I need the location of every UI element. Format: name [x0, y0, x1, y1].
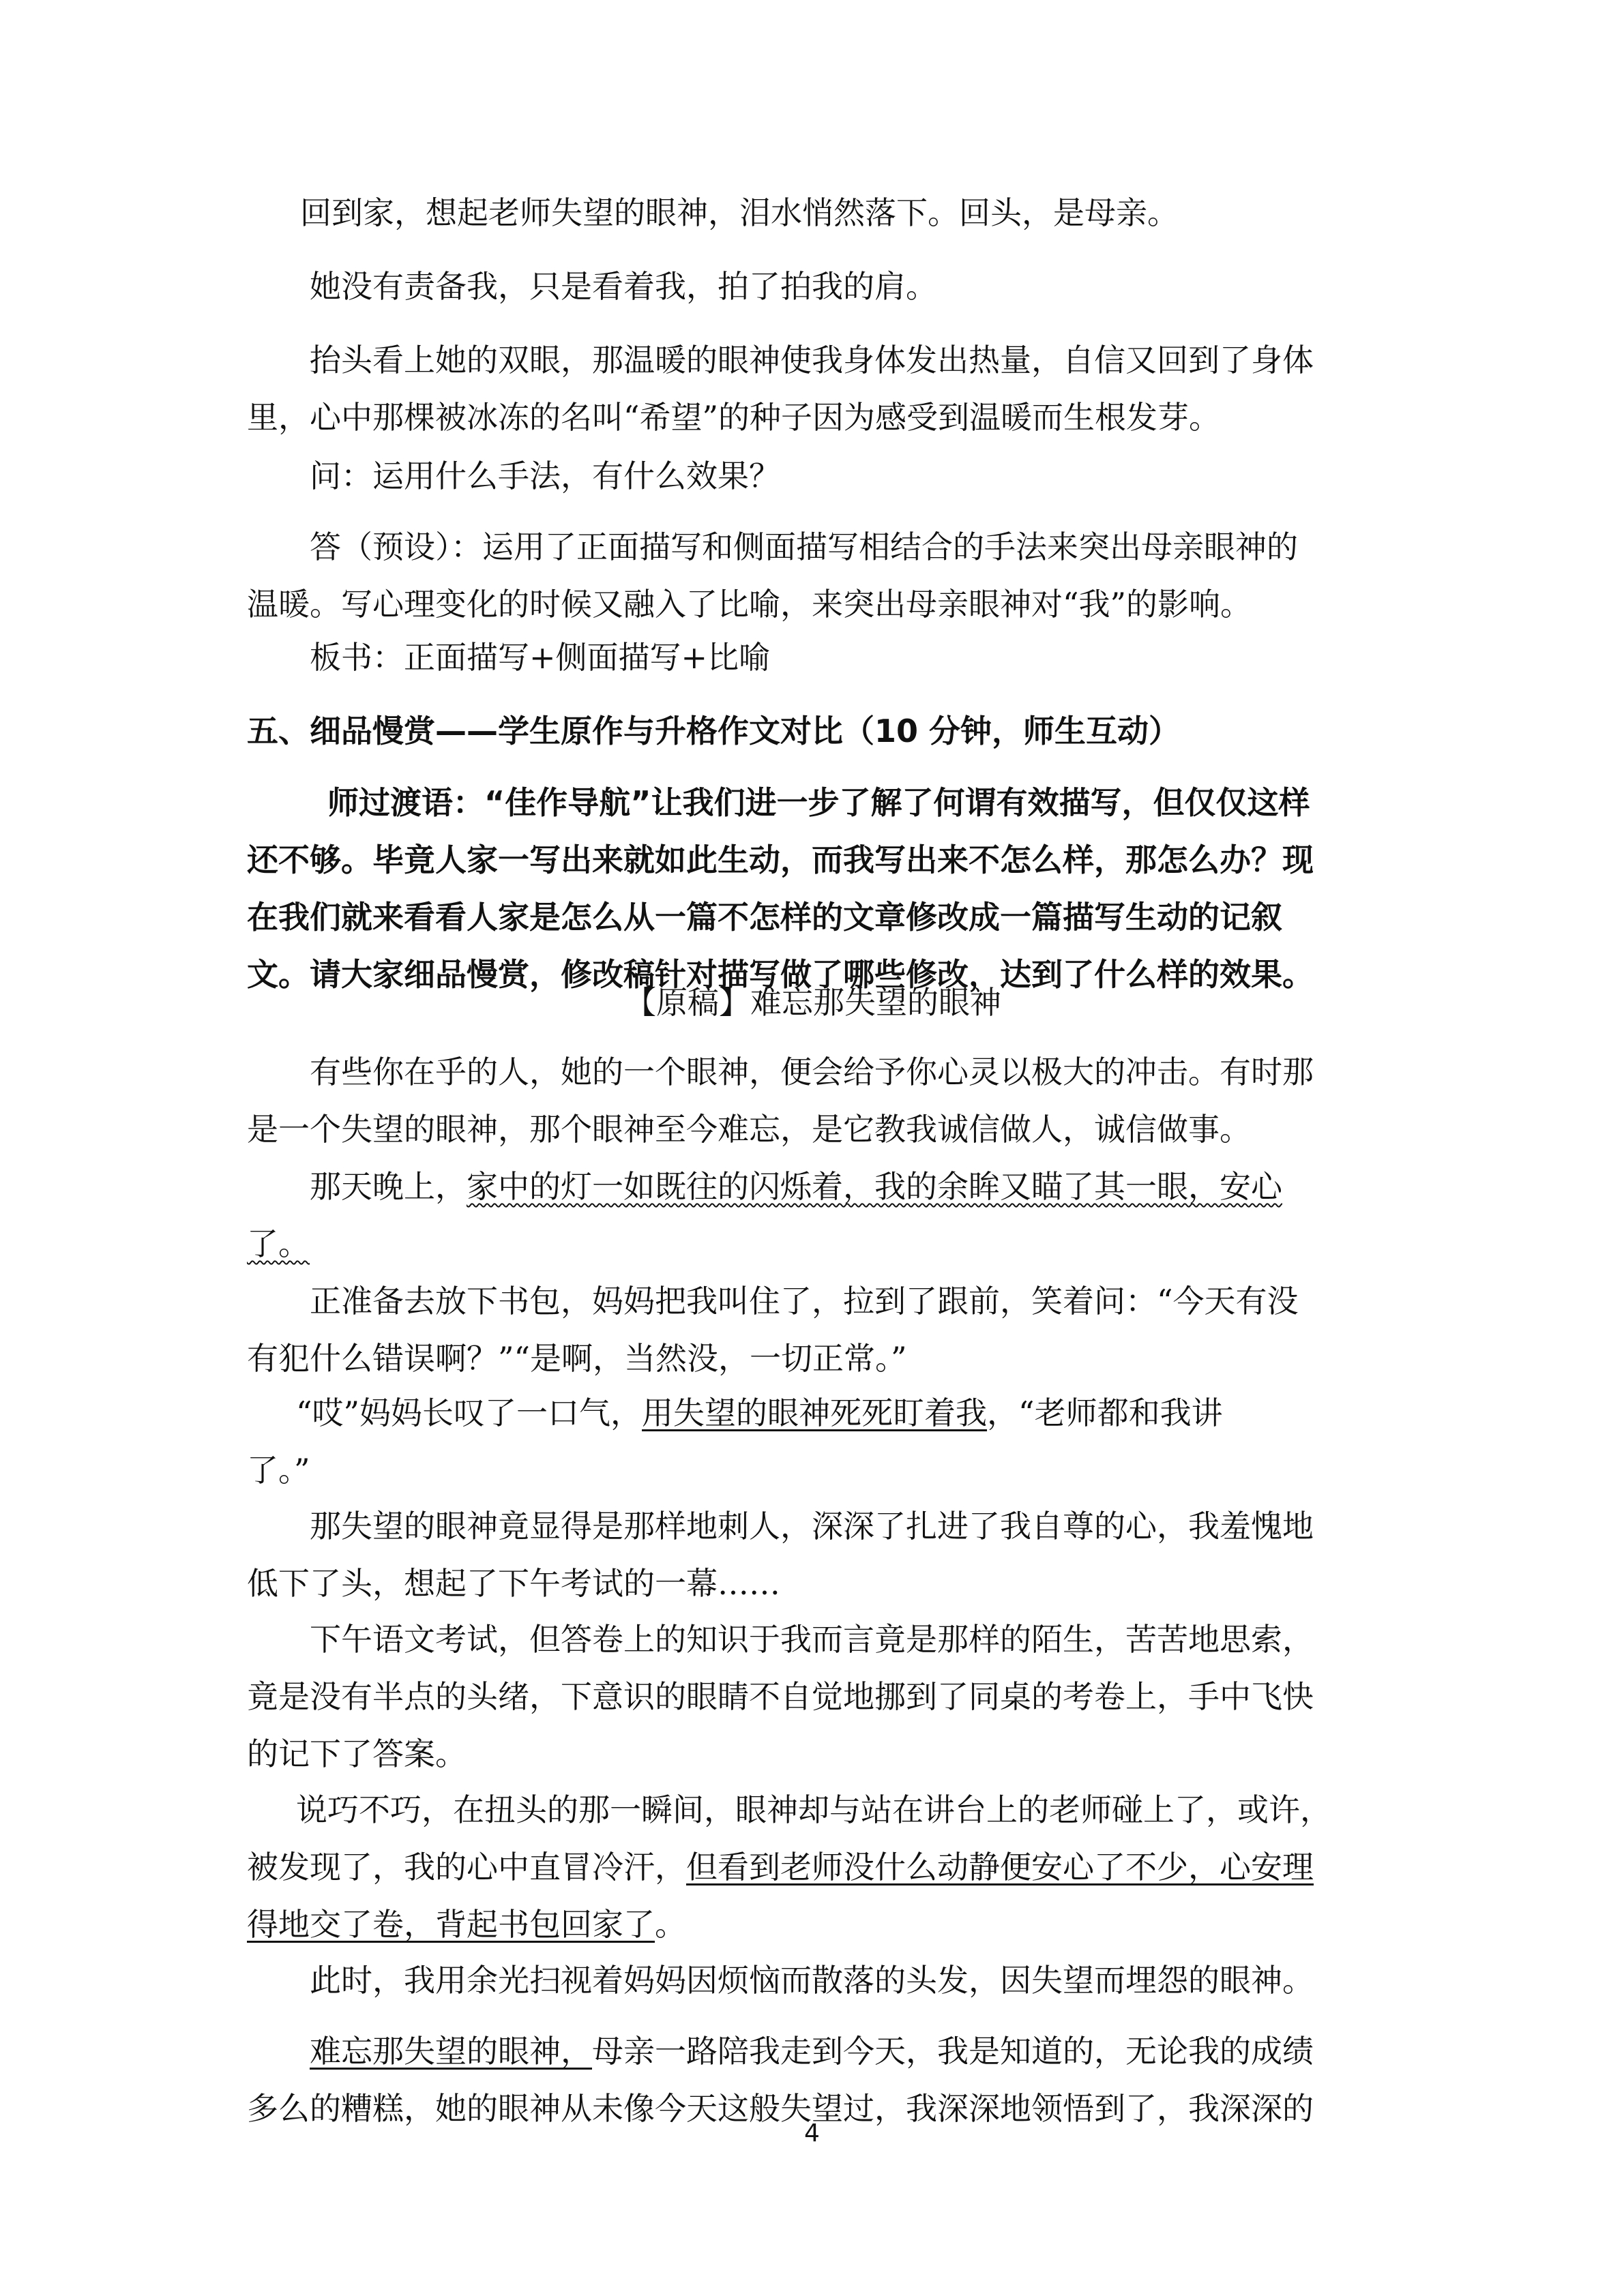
text-line: 是一个失望的眼神，那个眼神至今难忘，是它教我诚信做人，诚信做事。 — [247, 1111, 1251, 1148]
wavy-underlined-text: 家中的灯一如既往的闪烁着，我的余眸又瞄了其一眼，安心 — [467, 1168, 1282, 1205]
text-line: 低下了头，想起了下午考试的一幕…… — [247, 1565, 780, 1602]
text-line — [247, 1838, 1379, 1896]
text-line: 的记下了答案。 — [247, 1735, 467, 1772]
text-line: 师过渡语：“佳作导航”让我们进一步了解了何谓有效描写，但仅仅这样 — [327, 784, 1310, 821]
teacher-transition — [247, 774, 1379, 1003]
text-line: 板书：正面描写+侧面描写+比喻 — [310, 639, 771, 676]
essay-title — [247, 974, 1379, 1031]
text-line: 温暖。写心理变化的时候又融入了比喻，来突出母亲眼神对“我”的影响。 — [247, 586, 1252, 623]
underlined-text: 用失望的眼神死死盯着我 — [642, 1395, 988, 1431]
text-line: 竟是没有半点的头绪，下意识的眼睛不自觉地挪到了同桌的考卷上，手中飞快 — [247, 1678, 1314, 1715]
paragraph-question — [247, 447, 1379, 505]
paragraph-warm-eyes — [247, 331, 1379, 446]
text-line: 回到家，想起老师失望的眼神，泪水悄然落下。回头，是母亲。 — [300, 194, 1179, 231]
essay-title-text: 【原稿】难忘那失望的眼神 — [625, 984, 1001, 1021]
text-line: 下午语文考试，但答卷上的知识于我而言竟是那样的陌生，苦苦地思索， — [310, 1621, 1314, 1658]
text-line: 抬头看上她的双眼，那温暖的眼神使我身体发出热量，自信又回到了身体 — [310, 342, 1314, 378]
text-line: 此时，我用余光扫视着妈妈因烦恼而散落的头发，因失望而埋怨的眼神。 — [310, 1962, 1314, 1999]
text-line: 答（预设）：运用了正面描写和侧面描写相结合的手法来突出母亲眼神的 — [310, 528, 1298, 565]
page-number: 4 — [804, 2119, 820, 2147]
essay-paragraph-7 — [247, 1781, 1379, 1953]
paragraph-mother-pat — [247, 258, 1379, 315]
essay-paragraph-3 — [247, 1272, 1379, 1387]
essay-paragraph-4 — [247, 1384, 1379, 1499]
essay-paragraph-8 — [247, 1952, 1379, 2009]
text-line: 有犯什么错误啊？”“是啊，当然没，一切正常。” — [247, 1340, 907, 1377]
text-line: 还不够。毕竟人家一写出来就如此生动，而我写出来不怎么样，那怎么办？现 — [247, 841, 1314, 878]
essay-paragraph-6 — [247, 1611, 1379, 1783]
text-segment: “哎”妈妈长叹了一口气， — [296, 1395, 643, 1431]
text-line: 在我们就来看看人家是怎么从一篇不怎样的文章修改成一篇描写生动的记叙 — [247, 899, 1282, 936]
text-segment: 。 — [655, 1906, 686, 1943]
section-title: 五、细品慢赏——学生原作与升格作文对比（10 分钟，师生互动） — [247, 713, 1181, 749]
paragraph-board-notes — [247, 629, 1379, 686]
essay-paragraph-5 — [247, 1497, 1379, 1612]
text-line: 文。请大家细品慢赏，修改稿针对描写做了哪些修改，达到了什么样的效果。 — [247, 956, 1314, 993]
text-line — [247, 1384, 1379, 1442]
underlined-text: 难忘那失望的眼神， — [310, 2033, 592, 2070]
text-line: 了。” — [247, 1452, 310, 1489]
paragraph-return-home — [247, 184, 1379, 241]
text-line: 有些你在乎的人，她的一个眼神，便会给予你心灵以极大的冲击。有时那 — [310, 1054, 1314, 1090]
text-line: 说巧不巧，在扭头的那一瞬间，眼神却与站在讲台上的老师碰上了，或许， — [296, 1791, 1331, 1828]
text-line: 正准备去放下书包，妈妈把我叫住了，拉到了跟前，笑着问：“今天有没 — [310, 1283, 1299, 1320]
text-line: 那失望的眼神竟显得是那样地刺人，深深了扎进了我自尊的心，我羞愧地 — [310, 1508, 1314, 1545]
text-line — [247, 2023, 1379, 2080]
text-line: 多么的糟糕，她的眼神从未像今天这般失望过，我深深地领悟到了，我深深的 — [247, 2090, 1314, 2127]
text-line: 问：运用什么手法，有什么效果？ — [310, 458, 780, 494]
text-segment: ，“老师都和我讲 — [987, 1395, 1223, 1431]
text-segment: 被发现了，我的心中直冒冷汗， — [247, 1849, 686, 1885]
essay-paragraph-1 — [247, 1043, 1379, 1158]
text-segment: 母亲一路陪我走到今天，我是知道的，无论我的成绩 — [592, 2033, 1314, 2070]
text-line: 她没有责备我，只是看着我，拍了拍我的肩。 — [310, 268, 937, 305]
section-heading — [247, 702, 1379, 760]
underlined-text: 得地交了卷，背起书包回家了 — [247, 1906, 655, 1943]
text-line — [247, 1158, 1379, 1215]
text-segment: 那天晚上， — [310, 1168, 467, 1205]
paragraph-answer — [247, 518, 1379, 633]
text-line — [247, 1896, 1379, 1953]
wavy-underlined-text: 了。 — [247, 1225, 310, 1262]
text-line — [247, 1215, 1379, 1272]
underlined-text: 但看到老师没什么动静便安心了不少，心安理 — [686, 1849, 1314, 1885]
essay-paragraph-2 — [247, 1158, 1379, 1272]
text-line: 里，心中那棵被冰冻的名叫“希望”的种子因为感受到温暖而生根发芽。 — [247, 399, 1221, 436]
